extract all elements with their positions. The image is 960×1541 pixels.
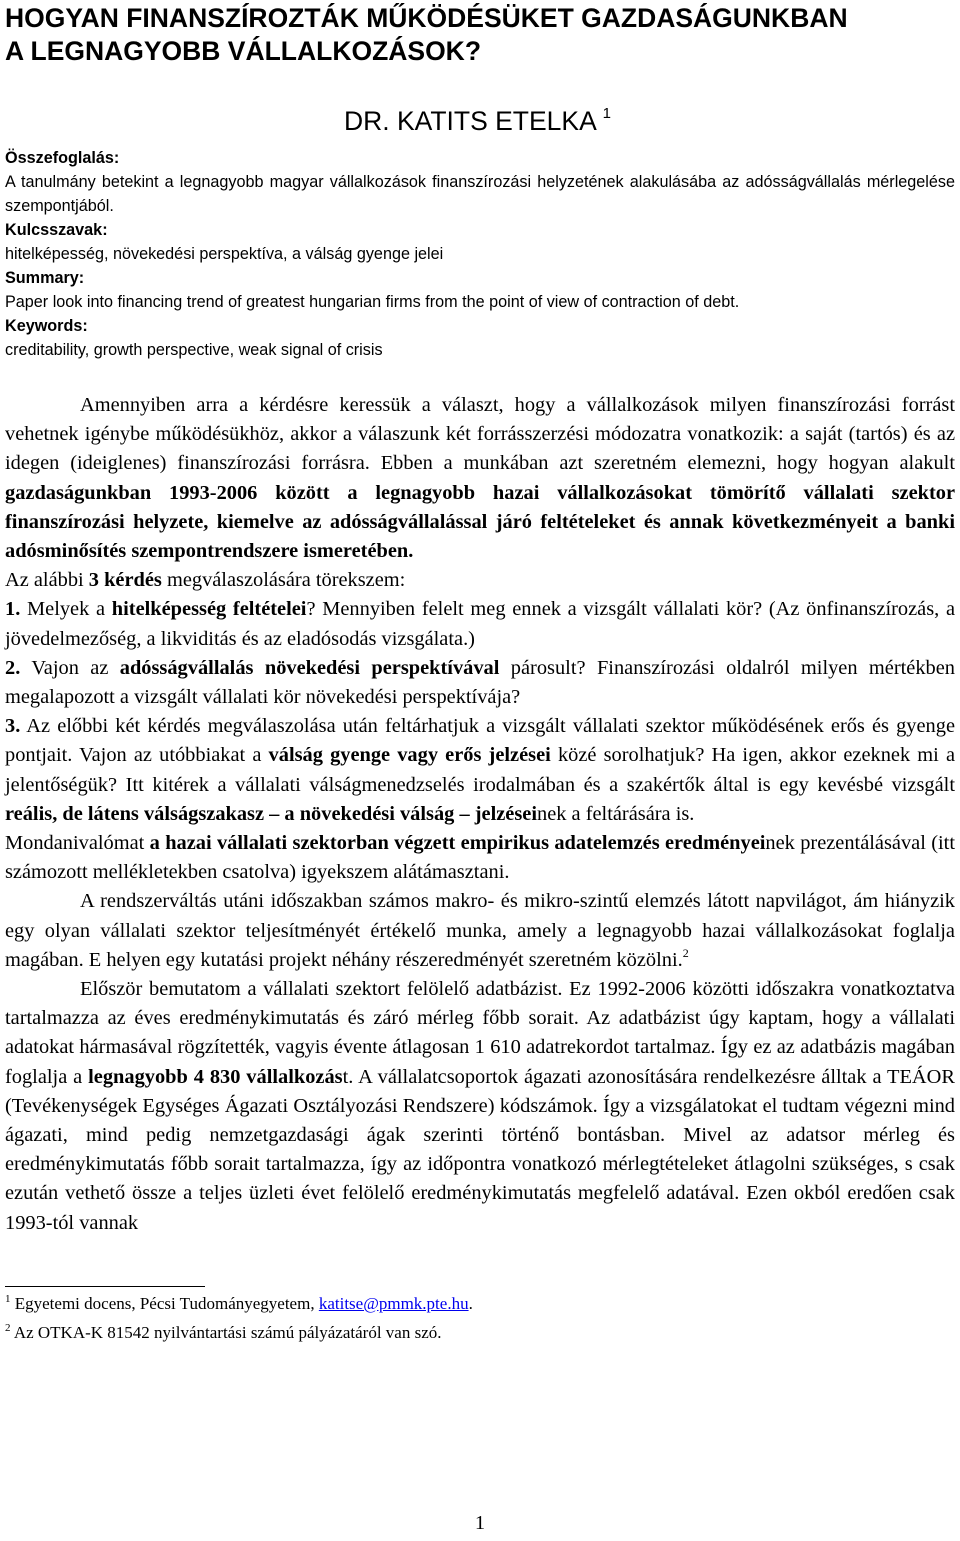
abstract-section [5,146,955,362]
osszefoglalas-text: A tanulmány betekint a legnagyobb magyar vállalkozások finanszírozási helyzetének alakulásába az adósságvállalás mérlegelése szempontjából. [5,173,955,215]
footnote-1 [5,1287,955,1316]
title-line-2: A LEGNAGYOBB VÁLLALKOZÁSOK? [5,36,482,66]
paragraph-research [5,887,955,975]
footnote-ref-2: 2 [682,945,689,960]
footnote-2-number: 2 [5,1321,11,1334]
footnote-1-text: Egyetemi docens, Pécsi Tudományegyetem, [14,1293,319,1313]
footnote-2 [5,1316,955,1345]
question-1-bold: hitelképesség feltételei [111,598,307,621]
osszefoglalas-heading: Összefoglalás: [5,149,120,167]
email-link[interactable]: katitse@pmmk.pte.hu [318,1293,469,1313]
question-3-text-a: Az előbbi két kérdés megválaszolása után feltárhatjuk a vizsgált vállalati szektor működésének erős és gyenge pontjait. Vajon az utóbbiakat a [5,715,955,767]
paragraph-intro-bold: gazdaságunkban 1993-2006 között a legnagyobb hazai vállalkozásokat tömörítő vállalati szektor finanszírozási helyzete, kiemelve az adósságvállalással járó feltételeket és annak következményeit a banki adósminősítés szempontrendszere ismeretében. [5,481,955,563]
questions-intro-end: megválaszolására törekszem: [161,569,406,592]
paragraph-empirical [5,829,955,887]
summary-text: Paper look into financing trend of greatest hungarian firms from the point of view of contraction of debt. [5,293,740,311]
keywords-heading: Keywords: [5,317,88,335]
keywords-text: creditability, growth perspective, weak signal of crisis [5,341,383,359]
footnotes [5,1287,955,1345]
summary-heading: Summary: [5,269,85,287]
footnote-2-text: Az OTKA-K 81542 nyilvántartási számú pályázatáról van szó. [13,1322,442,1342]
footnote-1-number: 1 [5,1292,11,1305]
empirical-text-a: Mondanivalómat [5,832,150,855]
paragraph-intro-text: Amennyiben arra a kérdésre keressük a választ, hogy a vállalkozások milyen finanszírozási forrást vehetnek igénybe működésükhöz, akkor a válaszunk két forrásszerzési módozatra vonatkozik: a saját (tartós) és az idegen (ideiglenes) finanszírozási forrásra. Ebben a munkában azt szeretném elemezni, hogy hogyan alakult [5,394,955,475]
questions-count-bold: 3 kérdés [88,569,162,592]
database-text-b: t. A vállalatcsoportok ágazati azonosítására rendelkezésre álltak a TEÁOR (Tevékenységek Egységes Ágazati Osztályozási Rendszere) kódszámok. Így a vizsgálatokat el tudtam végezni mind ágazati, mind pedig nemzetgazdasági ágak szerinti történő bontásban. Mivel az adatsor mérleg és eredménykimutatás főbb sorait tartalmazza, így az időpontra vonatkozó mérlegtételeket átlagolni szükséges, s csak ezután vethető össze a teljes üzleti évet felölelő eredménykimutatás megfelelő adatával. Ezen okból eredően csak 1993-tól vannak [5,1065,955,1234]
question-3-text-c: nek a feltárására is. [537,802,695,825]
database-text-a: Először bemutatom a vállalati szektort felölelő adatbázist. Ez 1992-2006 közötti időszakra vonatkoztatva tartalmazza az éves eredménykimutatás és záró mérleg főbb sorait. Az adatbázist úgy kaptam, hogy a vállalati adatokat hármasával rögzítették, vagyis évente átlagosan 1 610 adatrekordot tartalmaz. Így ez az adatbázis magában foglalja a [5,978,955,1088]
question-3-text-b: közé sorolhatjuk? Ha igen, akkor ezeknek mi a jelentőségük? Itt kitérek a vállalati válságmenedzselés irodalmában és a szakértők által is egy kevésbé vizsgált [5,744,955,796]
footnote-1-end: . [468,1293,473,1313]
empirical-text-b: nek prezentálásával (itt számozott mellékletekben csatolva) igyekszem alátámasztani. [5,832,955,884]
question-1 [5,595,955,653]
question-1-text-a: Melyek a [20,598,112,621]
author-line [5,97,955,138]
question-2-text-b: párosult? Finanszírozási oldalról milyen mértékben megalapozott a vizsgált vállalati kör növekedési perspektívája? [5,656,955,709]
paragraph-database [5,975,955,1238]
question-2 [5,654,955,712]
question-3 [5,712,955,829]
research-text: A rendszerváltás utáni időszakban számos makro- és mikro-szintű elemzés látott napvilágot, ám hiányzik egy olyan vállalati szektor teljesítményét értékelő munka, amely a legnagyobb hazai vállalkozásokat foglalja magában. E helyen egy kutatási projekt néhány részeredményét szeretném közölni. [5,890,955,971]
page-title [5,0,955,68]
author-name: DR. KATITS ETELKA [343,106,596,136]
paragraph-intro [5,391,955,566]
question-3-bold-a: válság gyenge vagy erős jelzései [268,744,551,767]
question-2-bold: adósságvállalás növekedési perspektívával [119,656,500,679]
kulcsszavak-text: hitelképesség, növekedési perspektíva, a válság gyenge jelei [5,245,444,263]
question-3-bold-b: reális, de látens válságszakasz – a növekedési válság – jelzései [5,802,538,825]
question-3-number: 3. [5,715,21,738]
database-bold: legnagyobb 4 830 vállalkozás [88,1065,343,1088]
page-number: 1 [474,1512,486,1534]
question-2-number: 2. [5,656,21,679]
paragraph-questions-intro [5,566,955,595]
document-page [5,0,955,1345]
question-1-text-b: ? Mennyiben felelt meg ennek a vizsgált vállalati kör? (Az önfinanszírozás, a jövedelmezőség, a likviditás és az eladósodás vizsgálata.) [5,598,955,650]
question-1-number: 1. [5,598,21,621]
author-footnote-ref: 1 [602,105,611,122]
title-line-1: HOGYAN FINANSZÍROZTÁK MŰKÖDÉSÜKET GAZDASÁGUNKBAN [5,3,848,33]
empirical-bold: a hazai vállalati szektorban végzett empirikus adatelemzés eredményei [149,832,766,855]
kulcsszavak-heading: Kulcsszavak: [5,221,108,239]
questions-intro-text: Az alábbi [5,569,89,592]
question-2-text-a: Vajon az [20,656,120,679]
body-text [5,391,955,1238]
